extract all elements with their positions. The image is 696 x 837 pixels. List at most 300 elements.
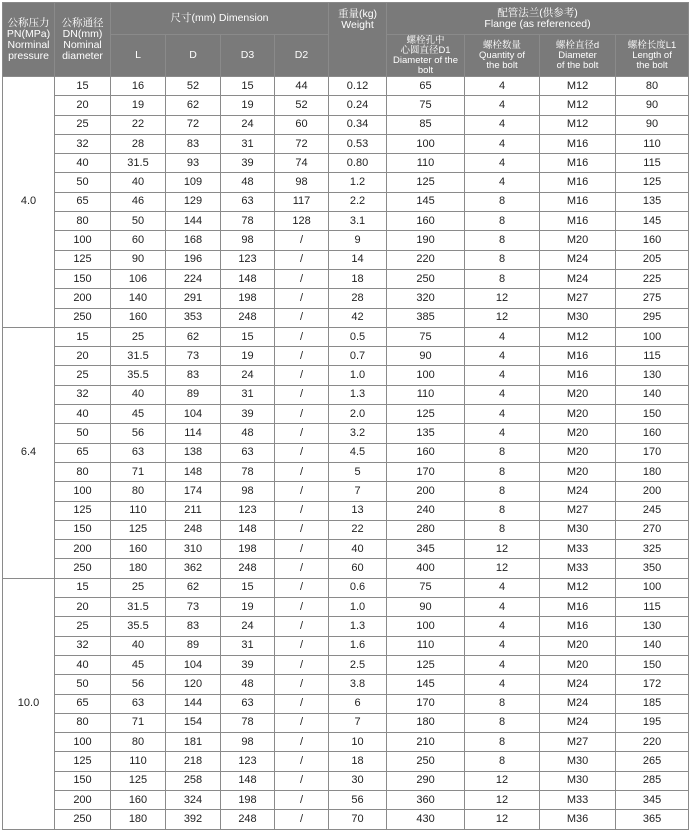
d2-cell: / <box>275 810 329 829</box>
bolt-qty-cell: 12 <box>465 289 540 308</box>
bolt-dia-cell: M16 <box>540 192 616 211</box>
bolt-circle-cell: 100 <box>387 366 465 385</box>
dn-cell: 40 <box>55 154 111 173</box>
d-cell: 83 <box>166 366 221 385</box>
d-cell: 181 <box>166 733 221 752</box>
l-cell: 31.5 <box>111 154 166 173</box>
table-row <box>3 443 689 462</box>
d2-cell: / <box>275 790 329 809</box>
d2-cell: / <box>275 289 329 308</box>
d2-cell: 74 <box>275 154 329 173</box>
l-cell: 35.5 <box>111 366 166 385</box>
d2-cell: / <box>275 520 329 539</box>
dn-cell: 40 <box>55 655 111 674</box>
weight-cell: 1.0 <box>329 366 387 385</box>
header-dimension: 尺寸(mm) Dimension <box>111 3 329 35</box>
bolt-length-cell: 185 <box>616 694 689 713</box>
bolt-length-cell: 145 <box>616 212 689 231</box>
dn-cell: 65 <box>55 192 111 211</box>
table-row <box>3 405 689 424</box>
weight-cell: 60 <box>329 559 387 578</box>
bolt-length-cell: 200 <box>616 482 689 501</box>
l-cell: 160 <box>111 790 166 809</box>
bolt-dia-cell: M20 <box>540 385 616 404</box>
d-cell: 62 <box>166 327 221 346</box>
l-cell: 60 <box>111 231 166 250</box>
l-cell: 140 <box>111 289 166 308</box>
l-cell: 46 <box>111 192 166 211</box>
d3-cell: 78 <box>221 713 275 732</box>
bolt-qty-cell: 4 <box>465 598 540 617</box>
l-cell: 80 <box>111 482 166 501</box>
d-cell: 72 <box>166 115 221 134</box>
weight-cell: 9 <box>329 231 387 250</box>
bolt-qty-cell: 4 <box>465 347 540 366</box>
d3-cell: 31 <box>221 134 275 153</box>
d-cell: 73 <box>166 347 221 366</box>
dn-cell: 125 <box>55 501 111 520</box>
header-pressure: 公称压力 PN(MPa) Norminal pressure <box>3 3 55 77</box>
d-cell: 168 <box>166 231 221 250</box>
table-row <box>3 713 689 732</box>
d3-cell: 39 <box>221 405 275 424</box>
d-cell: 89 <box>166 636 221 655</box>
d3-cell: 31 <box>221 636 275 655</box>
d-cell: 73 <box>166 598 221 617</box>
header-flange: 配管法兰(供参考) Flange (as referenced) <box>387 3 689 35</box>
d-cell: 362 <box>166 559 221 578</box>
dn-cell: 200 <box>55 790 111 809</box>
bolt-circle-cell: 210 <box>387 733 465 752</box>
bolt-qty-cell: 4 <box>465 578 540 597</box>
dn-cell: 125 <box>55 752 111 771</box>
d2-cell: / <box>275 250 329 269</box>
bolt-qty-cell: 4 <box>465 675 540 694</box>
d3-cell: 48 <box>221 173 275 192</box>
d2-cell: / <box>275 559 329 578</box>
weight-cell: 18 <box>329 269 387 288</box>
d2-cell: / <box>275 462 329 481</box>
dn-cell: 50 <box>55 424 111 443</box>
dn-cell: 150 <box>55 520 111 539</box>
bolt-qty-cell: 8 <box>465 443 540 462</box>
d-cell: 211 <box>166 501 221 520</box>
bolt-dia-cell: M27 <box>540 733 616 752</box>
bolt-qty-cell: 8 <box>465 231 540 250</box>
bolt-length-cell: 265 <box>616 752 689 771</box>
d2-cell: / <box>275 424 329 443</box>
table-row <box>3 96 689 115</box>
bolt-length-cell: 160 <box>616 424 689 443</box>
weight-cell: 2.0 <box>329 405 387 424</box>
weight-cell: 0.34 <box>329 115 387 134</box>
bolt-length-cell: 270 <box>616 520 689 539</box>
bolt-dia-cell: M20 <box>540 636 616 655</box>
table-row <box>3 578 689 597</box>
bolt-length-cell: 90 <box>616 96 689 115</box>
bolt-length-cell: 365 <box>616 810 689 829</box>
bolt-qty-cell: 8 <box>465 192 540 211</box>
l-cell: 25 <box>111 327 166 346</box>
bolt-dia-cell: M12 <box>540 578 616 597</box>
d2-cell: / <box>275 231 329 250</box>
weight-cell: 1.0 <box>329 598 387 617</box>
bolt-dia-cell: M30 <box>540 771 616 790</box>
bolt-dia-cell: M24 <box>540 250 616 269</box>
d3-cell: 98 <box>221 733 275 752</box>
bolt-length-cell: 150 <box>616 405 689 424</box>
bolt-length-cell: 135 <box>616 192 689 211</box>
table-row <box>3 501 689 520</box>
header-nominal-diameter: 公称通径 DN(mm) Nominal diameter <box>55 3 111 77</box>
d-cell: 89 <box>166 385 221 404</box>
bolt-qty-cell: 4 <box>465 115 540 134</box>
bolt-qty-cell: 8 <box>465 501 540 520</box>
d-cell: 148 <box>166 462 221 481</box>
dn-cell: 100 <box>55 482 111 501</box>
weight-cell: 14 <box>329 250 387 269</box>
dn-cell: 15 <box>55 77 111 96</box>
dn-cell: 20 <box>55 347 111 366</box>
bolt-qty-cell: 12 <box>465 308 540 327</box>
bolt-qty-cell: 4 <box>465 96 540 115</box>
table-row <box>3 636 689 655</box>
bolt-circle-cell: 170 <box>387 462 465 481</box>
d-cell: 324 <box>166 790 221 809</box>
l-cell: 90 <box>111 250 166 269</box>
dn-cell: 20 <box>55 598 111 617</box>
l-cell: 45 <box>111 405 166 424</box>
bolt-length-cell: 195 <box>616 713 689 732</box>
bolt-length-cell: 100 <box>616 327 689 346</box>
bolt-dia-cell: M33 <box>540 540 616 559</box>
table-row <box>3 424 689 443</box>
l-cell: 19 <box>111 96 166 115</box>
d2-cell: / <box>275 578 329 597</box>
bolt-length-cell: 140 <box>616 636 689 655</box>
l-cell: 40 <box>111 173 166 192</box>
d3-cell: 98 <box>221 482 275 501</box>
bolt-length-cell: 115 <box>616 154 689 173</box>
dn-cell: 200 <box>55 289 111 308</box>
weight-cell: 0.80 <box>329 154 387 173</box>
table-row <box>3 154 689 173</box>
table-row <box>3 385 689 404</box>
d2-cell: / <box>275 598 329 617</box>
dn-cell: 32 <box>55 636 111 655</box>
d3-cell: 63 <box>221 443 275 462</box>
l-cell: 125 <box>111 520 166 539</box>
d2-cell: / <box>275 636 329 655</box>
d-cell: 144 <box>166 212 221 231</box>
header-D: D <box>166 35 221 77</box>
weight-cell: 1.3 <box>329 385 387 404</box>
bolt-qty-cell: 8 <box>465 733 540 752</box>
table-row <box>3 675 689 694</box>
l-cell: 56 <box>111 424 166 443</box>
bolt-circle-cell: 145 <box>387 675 465 694</box>
bolt-length-cell: 115 <box>616 347 689 366</box>
bolt-length-cell: 295 <box>616 308 689 327</box>
bolt-length-cell: 205 <box>616 250 689 269</box>
bolt-qty-cell: 12 <box>465 559 540 578</box>
d-cell: 109 <box>166 173 221 192</box>
weight-cell: 0.53 <box>329 134 387 153</box>
bolt-circle-cell: 200 <box>387 482 465 501</box>
l-cell: 71 <box>111 713 166 732</box>
bolt-length-cell: 140 <box>616 385 689 404</box>
dn-cell: 250 <box>55 308 111 327</box>
d-cell: 129 <box>166 192 221 211</box>
bolt-dia-cell: M16 <box>540 347 616 366</box>
bolt-dia-cell: M12 <box>540 115 616 134</box>
table-row <box>3 752 689 771</box>
weight-cell: 4.5 <box>329 443 387 462</box>
d3-cell: 198 <box>221 540 275 559</box>
bolt-length-cell: 115 <box>616 598 689 617</box>
bolt-qty-cell: 4 <box>465 385 540 404</box>
d3-cell: 78 <box>221 462 275 481</box>
bolt-length-cell: 345 <box>616 790 689 809</box>
l-cell: 56 <box>111 675 166 694</box>
bolt-length-cell: 285 <box>616 771 689 790</box>
l-cell: 35.5 <box>111 617 166 636</box>
d2-cell: / <box>275 752 329 771</box>
bolt-qty-cell: 4 <box>465 327 540 346</box>
bolt-length-cell: 130 <box>616 617 689 636</box>
bolt-circle-cell: 320 <box>387 289 465 308</box>
d2-cell: / <box>275 733 329 752</box>
d3-cell: 31 <box>221 385 275 404</box>
table-row <box>3 134 689 153</box>
bolt-dia-cell: M33 <box>540 790 616 809</box>
weight-cell: 40 <box>329 540 387 559</box>
d3-cell: 198 <box>221 790 275 809</box>
bolt-qty-cell: 8 <box>465 752 540 771</box>
d2-cell: / <box>275 694 329 713</box>
table-row <box>3 482 689 501</box>
l-cell: 160 <box>111 540 166 559</box>
bolt-circle-cell: 250 <box>387 752 465 771</box>
bolt-qty-cell: 4 <box>465 154 540 173</box>
d3-cell: 248 <box>221 559 275 578</box>
d2-cell: / <box>275 771 329 790</box>
dn-cell: 150 <box>55 771 111 790</box>
d3-cell: 19 <box>221 598 275 617</box>
weight-cell: 30 <box>329 771 387 790</box>
d3-cell: 78 <box>221 212 275 231</box>
d2-cell: / <box>275 385 329 404</box>
dn-cell: 50 <box>55 173 111 192</box>
bolt-circle-cell: 110 <box>387 385 465 404</box>
pressure-group-cell: 6.4 <box>3 327 55 578</box>
dn-cell: 25 <box>55 366 111 385</box>
bolt-qty-cell: 4 <box>465 173 540 192</box>
table-row <box>3 212 689 231</box>
l-cell: 125 <box>111 771 166 790</box>
weight-cell: 3.2 <box>329 424 387 443</box>
bolt-dia-cell: M20 <box>540 231 616 250</box>
bolt-length-cell: 160 <box>616 231 689 250</box>
table-row <box>3 733 689 752</box>
table-row <box>3 77 689 96</box>
weight-cell: 10 <box>329 733 387 752</box>
bolt-circle-cell: 85 <box>387 115 465 134</box>
bolt-dia-cell: M27 <box>540 501 616 520</box>
bolt-dia-cell: M20 <box>540 655 616 674</box>
table-row <box>3 790 689 809</box>
bolt-length-cell: 180 <box>616 462 689 481</box>
d-cell: 154 <box>166 713 221 732</box>
bolt-circle-cell: 75 <box>387 327 465 346</box>
d3-cell: 15 <box>221 578 275 597</box>
d2-cell: 128 <box>275 212 329 231</box>
dn-cell: 80 <box>55 713 111 732</box>
bolt-circle-cell: 75 <box>387 96 465 115</box>
d2-cell: / <box>275 405 329 424</box>
dn-cell: 15 <box>55 327 111 346</box>
bolt-length-cell: 100 <box>616 578 689 597</box>
table-body <box>3 77 689 830</box>
d-cell: 62 <box>166 578 221 597</box>
l-cell: 40 <box>111 636 166 655</box>
spec-table-container <box>2 2 689 830</box>
weight-cell: 5 <box>329 462 387 481</box>
d3-cell: 148 <box>221 520 275 539</box>
d-cell: 104 <box>166 655 221 674</box>
bolt-dia-cell: M12 <box>540 77 616 96</box>
dn-cell: 32 <box>55 134 111 153</box>
l-cell: 25 <box>111 578 166 597</box>
d3-cell: 123 <box>221 250 275 269</box>
table-row <box>3 347 689 366</box>
bolt-length-cell: 80 <box>616 77 689 96</box>
dn-cell: 32 <box>55 385 111 404</box>
d2-cell: 98 <box>275 173 329 192</box>
d-cell: 196 <box>166 250 221 269</box>
header-weight: 重量(kg) Weight <box>329 3 387 77</box>
bolt-length-cell: 220 <box>616 733 689 752</box>
dn-cell: 40 <box>55 405 111 424</box>
bolt-dia-cell: M33 <box>540 559 616 578</box>
d-cell: 138 <box>166 443 221 462</box>
bolt-dia-cell: M24 <box>540 713 616 732</box>
d2-cell: 72 <box>275 134 329 153</box>
d3-cell: 39 <box>221 655 275 674</box>
weight-cell: 1.2 <box>329 173 387 192</box>
weight-cell: 28 <box>329 289 387 308</box>
weight-cell: 13 <box>329 501 387 520</box>
dn-cell: 100 <box>55 231 111 250</box>
bolt-qty-cell: 4 <box>465 655 540 674</box>
bolt-dia-cell: M27 <box>540 289 616 308</box>
bolt-qty-cell: 8 <box>465 212 540 231</box>
bolt-qty-cell: 4 <box>465 366 540 385</box>
d-cell: 218 <box>166 752 221 771</box>
table-row <box>3 173 689 192</box>
d3-cell: 48 <box>221 675 275 694</box>
bolt-circle-cell: 290 <box>387 771 465 790</box>
l-cell: 40 <box>111 385 166 404</box>
table-row <box>3 655 689 674</box>
bolt-qty-cell: 8 <box>465 482 540 501</box>
l-cell: 28 <box>111 134 166 153</box>
d3-cell: 98 <box>221 231 275 250</box>
weight-cell: 7 <box>329 713 387 732</box>
bolt-qty-cell: 12 <box>465 771 540 790</box>
weight-cell: 22 <box>329 520 387 539</box>
bolt-dia-cell: M30 <box>540 308 616 327</box>
d3-cell: 148 <box>221 269 275 288</box>
l-cell: 22 <box>111 115 166 134</box>
d2-cell: 117 <box>275 192 329 211</box>
header-D3: D3 <box>221 35 275 77</box>
dn-cell: 65 <box>55 694 111 713</box>
weight-cell: 7 <box>329 482 387 501</box>
table-row <box>3 269 689 288</box>
header-bolt-diameter: 螺栓直径d Diameter of the bolt <box>540 35 616 77</box>
l-cell: 80 <box>111 733 166 752</box>
l-cell: 45 <box>111 655 166 674</box>
bolt-circle-cell: 220 <box>387 250 465 269</box>
bolt-dia-cell: M16 <box>540 598 616 617</box>
table-row <box>3 540 689 559</box>
l-cell: 63 <box>111 443 166 462</box>
bolt-dia-cell: M20 <box>540 443 616 462</box>
d2-cell: / <box>275 443 329 462</box>
d-cell: 83 <box>166 134 221 153</box>
bolt-length-cell: 150 <box>616 655 689 674</box>
weight-cell: 42 <box>329 308 387 327</box>
bolt-dia-cell: M16 <box>540 173 616 192</box>
dn-cell: 80 <box>55 212 111 231</box>
table-row <box>3 327 689 346</box>
table-row <box>3 115 689 134</box>
bolt-dia-cell: M24 <box>540 694 616 713</box>
d-cell: 353 <box>166 308 221 327</box>
bolt-circle-cell: 250 <box>387 269 465 288</box>
d-cell: 104 <box>166 405 221 424</box>
l-cell: 180 <box>111 810 166 829</box>
bolt-circle-cell: 135 <box>387 424 465 443</box>
d3-cell: 15 <box>221 77 275 96</box>
dn-cell: 65 <box>55 443 111 462</box>
table-row <box>3 598 689 617</box>
d2-cell: / <box>275 540 329 559</box>
bolt-circle-cell: 170 <box>387 694 465 713</box>
d3-cell: 15 <box>221 327 275 346</box>
bolt-qty-cell: 8 <box>465 462 540 481</box>
bolt-qty-cell: 8 <box>465 250 540 269</box>
d2-cell: / <box>275 308 329 327</box>
d3-cell: 24 <box>221 115 275 134</box>
weight-cell: 1.6 <box>329 636 387 655</box>
bolt-dia-cell: M24 <box>540 269 616 288</box>
bolt-length-cell: 225 <box>616 269 689 288</box>
d-cell: 120 <box>166 675 221 694</box>
weight-cell: 0.6 <box>329 578 387 597</box>
d3-cell: 63 <box>221 694 275 713</box>
d3-cell: 48 <box>221 424 275 443</box>
d-cell: 392 <box>166 810 221 829</box>
table-row <box>3 617 689 636</box>
table-row <box>3 462 689 481</box>
l-cell: 63 <box>111 694 166 713</box>
bolt-dia-cell: M20 <box>540 405 616 424</box>
d3-cell: 24 <box>221 366 275 385</box>
header-L: L <box>111 35 166 77</box>
bolt-dia-cell: M20 <box>540 462 616 481</box>
